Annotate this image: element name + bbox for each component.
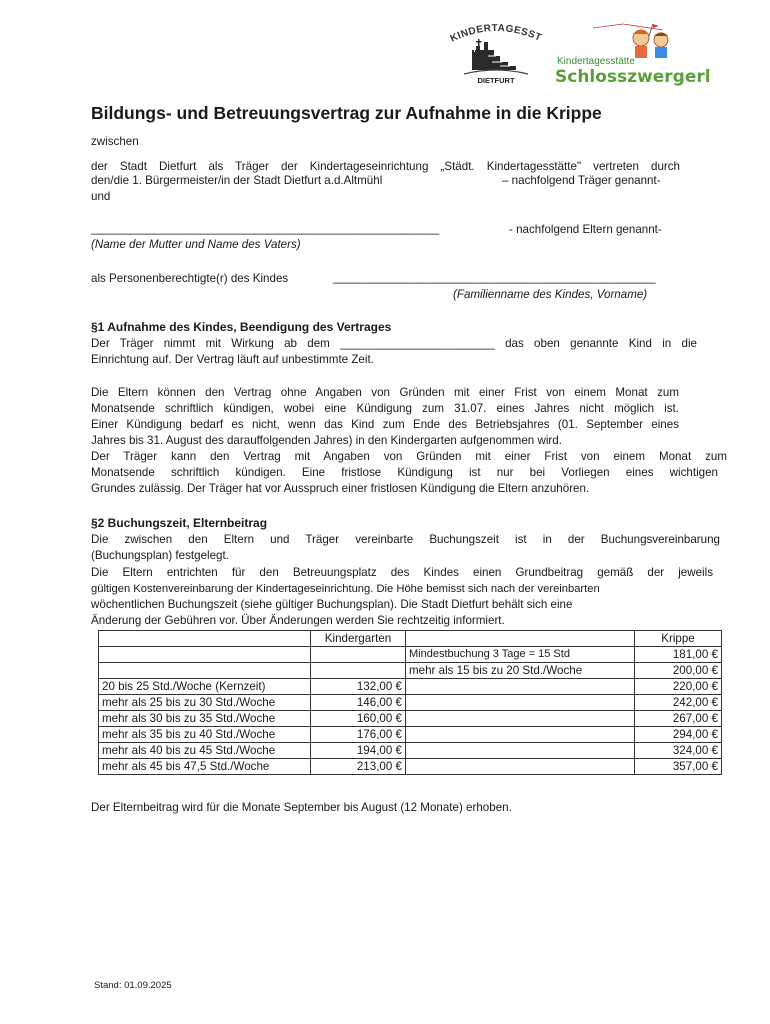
intro-line-3: und	[91, 190, 111, 203]
section-2-heading: §2 Buchungszeit, Elternbeitrag	[91, 516, 268, 530]
table-row	[99, 679, 722, 695]
table-cell: 294,00 €	[635, 727, 722, 743]
section-1-p2-line: Monatsende schriftlich kündigen, wobei eine Kündigung zum 31.07. eines Jahres nicht möglich ist.	[91, 402, 679, 415]
section-1-p2-line: Einer Kündigung bedarf es nicht, wenn das Kind zum Ende des Betriebsjahres (01. September eines	[91, 418, 679, 431]
parent-caption: (Name der Mutter und Name des Vaters)	[91, 238, 301, 251]
intro-line-2b: – nachfolgend Träger genannt-	[502, 174, 661, 187]
table-cell: mehr als 15 bis zu 20 Std./Woche	[406, 663, 635, 679]
logo-dietfurt-graphic	[444, 22, 548, 86]
table-cell	[99, 647, 311, 663]
logo-schlosszwergerl	[553, 22, 711, 88]
table-header-row	[99, 631, 722, 647]
section-2-line: (Buchungsplan) festgelegt.	[91, 549, 229, 562]
section-1-heading: §1 Aufnahme des Kindes, Beendigung des Vertrages	[91, 320, 392, 334]
section-2-line: Die zwischen den Eltern und Träger vereinbarte Buchungszeit ist in der Buchungsvereinbarung	[91, 533, 720, 546]
table-cell: 200,00 €	[635, 663, 722, 679]
logo-arc-text: KINDERTAGESST	[448, 22, 544, 45]
child-name-blank[interactable]: __________________________________________________	[333, 271, 656, 284]
table-cell: 220,00 €	[635, 679, 722, 695]
table-cell: mehr als 45 bis 47,5 Std./Woche	[99, 759, 311, 775]
table-row	[99, 759, 722, 775]
table-cell: Mindestbuchung 3 Tage = 15 Std	[406, 647, 635, 663]
fee-period-note: Der Elternbeitrag wird für die Monate September bis August (12 Monate) erhoben.	[91, 801, 512, 814]
intro-line-1: der Stadt Dietfurt als Träger der Kindertageseinrichtung „Städt. Kindertagesstätte" vertreten durch	[91, 160, 680, 173]
table-cell	[311, 647, 406, 663]
intro-zwischen: zwischen	[91, 135, 139, 148]
section-2-line: gültigen Kostenvereinbarung der Kindertageseinrichtung. Die Höhe bemisst sich nach der vereinbarten	[91, 583, 600, 595]
section-2-line: Die Eltern entrichten für den Betreuungsplatz des Kindes einen Grundbeitrag gemäß der jeweils	[91, 566, 713, 579]
table-cell: 146,00 €	[311, 695, 406, 711]
section-1-p1-line1: Der Träger nimmt mit Wirkung ab dem ________________________ das oben genannte Kind in die	[91, 337, 697, 350]
table-cell: 181,00 €	[635, 647, 722, 663]
table-row	[99, 663, 722, 679]
table-cell	[406, 743, 635, 759]
parent-suffix: - nachfolgend Eltern genannt-	[509, 223, 662, 236]
section-1-p2-line: Die Eltern können den Vertrag ohne Angaben von Gründen mit einer Frist von einem Monat zum	[91, 386, 679, 399]
table-cell: mehr als 35 bis zu 40 Std./Woche	[99, 727, 311, 743]
table-cell	[406, 695, 635, 711]
parent-name-blank[interactable]: ______________________________________________________	[91, 222, 440, 235]
table-cell: 242,00 €	[635, 695, 722, 711]
table-header-kindergarten: Kindergarten	[311, 631, 406, 647]
section-1-p2-line: Grundes zulässig. Der Träger hat vor Ausspruch einer fristlosen Kündigung die Eltern anzuhören.	[91, 482, 590, 495]
table-cell: mehr als 30 bis zu 35 Std./Woche	[99, 711, 311, 727]
table-cell: 176,00 €	[311, 727, 406, 743]
logo-big-text: Schlosszwergerl	[555, 67, 711, 87]
intro-line-2a: den/die 1. Bürgermeister/in der Stadt Dietfurt a.d.Altmühl	[91, 174, 383, 187]
table-header-krippe: Krippe	[635, 631, 722, 647]
table-cell	[406, 631, 635, 647]
table-row	[99, 647, 722, 663]
section-1-p2-line: Monatsende schriftlich kündigen. Eine fristlose Kündigung ist nur bei Vorliegen eines wichtigen	[91, 466, 718, 479]
table-cell	[406, 679, 635, 695]
table-cell	[311, 663, 406, 679]
logo-kindertagesstaette-dietfurt	[444, 22, 548, 86]
section-2-line: Änderung der Gebühren vor. Über Änderungen werden Sie rechtzeitig informiert.	[91, 614, 505, 627]
table-cell: 194,00 €	[311, 743, 406, 759]
table-cell	[99, 631, 311, 647]
logo-small-text: Kindertagesstätte	[557, 56, 635, 67]
footer-date: Stand: 01.09.2025	[94, 980, 172, 991]
logo-bottom-text: DIETFURT	[477, 76, 515, 85]
child-label: als Personenberechtigte(r) des Kindes	[91, 272, 289, 285]
table-cell: 20 bis 25 Std./Woche (Kernzeit)	[99, 679, 311, 695]
table-cell: mehr als 25 bis zu 30 Std./Woche	[99, 695, 311, 711]
table-cell: 160,00 €	[311, 711, 406, 727]
table-cell	[99, 663, 311, 679]
table-cell	[406, 711, 635, 727]
document-title: Bildungs- und Betreuungsvertrag zur Aufnahme in die Krippe	[91, 103, 602, 123]
table-row	[99, 727, 722, 743]
table-cell: 132,00 €	[311, 679, 406, 695]
section-1-p2-line: Der Träger kann den Vertrag mit Angaben von Gründen mit einer Frist von einem Monat zum	[91, 450, 727, 463]
table-cell	[406, 759, 635, 775]
table-row	[99, 711, 722, 727]
section-1-p1-line2: Einrichtung auf. Der Vertrag läuft auf unbestimmte Zeit.	[91, 353, 374, 366]
table-row	[99, 743, 722, 759]
table-cell: 324,00 €	[635, 743, 722, 759]
child-caption: (Familienname des Kindes, Vorname)	[453, 288, 648, 301]
table-cell: 213,00 €	[311, 759, 406, 775]
table-cell: mehr als 40 bis zu 45 Std./Woche	[99, 743, 311, 759]
table-row	[99, 695, 722, 711]
fee-table	[98, 630, 722, 775]
section-1-p2-line: Jahres bis 31. August des darauffolgenden Jahres) in den Kindergarten aufgenommen wird.	[91, 434, 562, 447]
table-cell: 357,00 €	[635, 759, 722, 775]
table-cell	[406, 727, 635, 743]
table-cell: 267,00 €	[635, 711, 722, 727]
section-2-line: wöchentlichen Buchungszeit (siehe gültiger Buchungsplan). Die Stadt Dietfurt behält sich eine	[91, 598, 573, 611]
